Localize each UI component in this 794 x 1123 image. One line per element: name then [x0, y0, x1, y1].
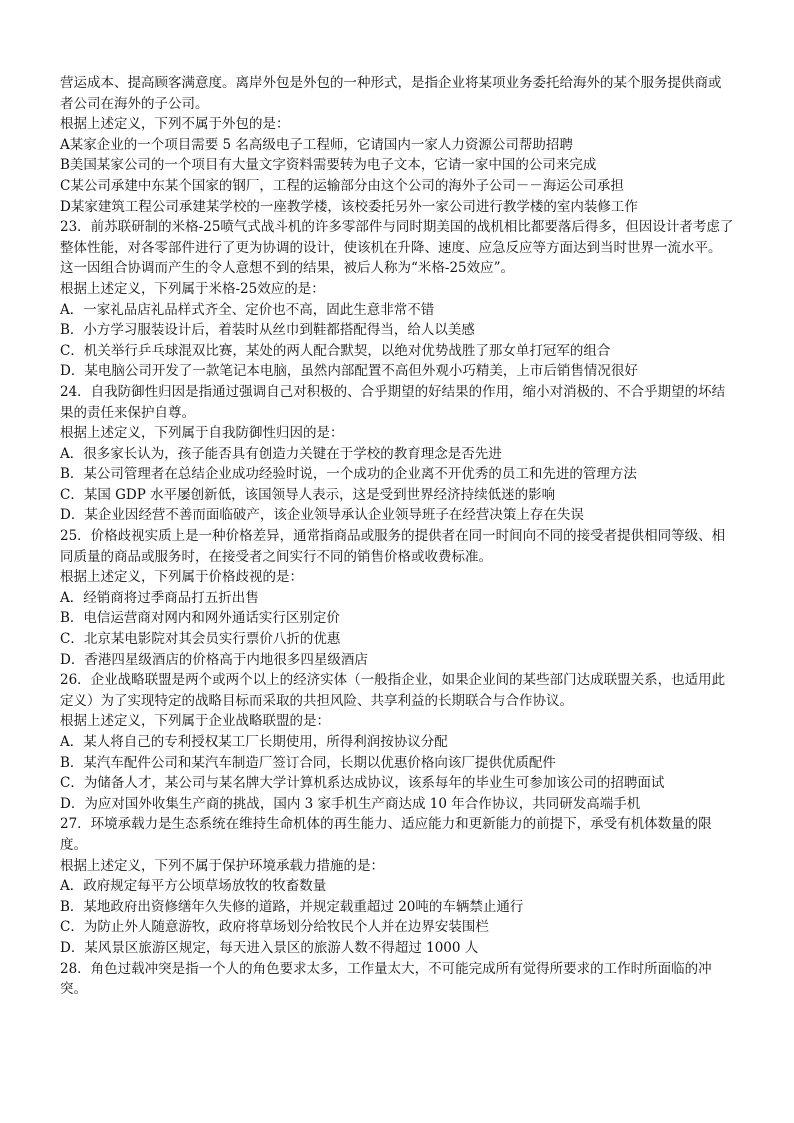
question-27-option-a: A．政府规定每平方公顷草场放牧的牧畜数量	[60, 878, 327, 895]
question-24-definition: 24．自我防御性归因是指通过强调自己对积极的、合乎期望的好结果的作用，缩小对消极的、不合乎期望的坏结果的责任来保护自尊。	[60, 383, 726, 421]
question-23-definition: 23．前苏联研制的米格-25喷气式战斗机的许多零部件与同时期美国的战机相比都要落后得多，但因设计者考虑了整体性能，对各零部件进行了更为协调的设计，使该机在升降、速度、应急反应等方面达到当时世界一流水平。这一因组合协调而产生的令人意想不到的结果，被后人称为“米格-25效应”。	[60, 219, 734, 277]
question-23-option-c: C．机关举行乒乓球混双比赛，某处的两人配合默契，以绝对优势战胜了那女单打冠军的组合	[60, 342, 611, 359]
question-27-definition: 27．环境承载力是生态系统在维持生命机体的再生能力、适应能力和更新能力的前提下，承受有机体数量的限度。	[60, 816, 712, 853]
question-28-definition: 28．角色过载冲突是指一个人的角色要求太多，工作量太大，不可能完成所有觉得所要求的工作时所面临的冲突。	[60, 960, 712, 998]
question-25-option-c: C．北京某电影院对其会员实行票价八折的优惠	[60, 631, 341, 648]
question-23-option-d: D．某电脑公司开发了一款笔记本电脑，虽然内部配置不高但外观小巧精美，上市后销售情况很好	[60, 363, 638, 380]
question-24-option-a: A．很多家长认为，孩子能否具有创造力关键在于学校的教育理念是否先进	[60, 445, 502, 462]
question-26-prompt: 根据上述定义，下列属于企业战略联盟的是：	[60, 713, 330, 730]
question-23-option-a: A．一家礼品店礼品样式齐全、定价也不高，固此生意非常不错	[60, 301, 435, 318]
question-23-prompt: 根据上述定义，下列属于米格-25效应的是：	[60, 280, 325, 297]
question-26-option-b: B．某汽车配件公司和某汽车制造厂签订合同，长期以优惠价格向该厂提供优质配件	[60, 754, 556, 771]
question-24-option-d: D．某企业因经营不善而面临破产，该企业领导承认企业领导班子在经营决策上存在失误	[60, 507, 584, 524]
question-24-prompt: 根据上述定义，下列属于自我防御性归因的是：	[60, 425, 344, 442]
question-27-prompt: 根据上述定义，下列不属于保护环境承载力措施的是：	[60, 857, 384, 874]
option-c: C某公司承建中东某个国家的钢厂，工程的运输部分由这个公司的海外子公司－－海运公司承担	[60, 177, 624, 194]
question-26-definition: 26．企业战略联盟是两个或两个以上的经济实体（一般指企业，如果企业间的某些部门达成联盟关系，也适用此定义）为了实现特定的战略目标而采取的共担风险、共享利益的长期联合与合作协议。	[60, 672, 726, 709]
question-24-option-c: C．某国 GDP 水平屡创新低，该国领导人表示，这是受到世界经济持续低迷的影响	[60, 486, 556, 503]
question-26-option-a: A．某人将自己的专利授权某工厂长期使用，所得利润按协议分配	[60, 734, 448, 750]
question-24-option-b: B．某公司管理者在总结企业成功经验时说，一个成功的企业离不开优秀的员工和先进的管理方法	[60, 466, 637, 483]
question-25-definition: 25．价格歧视实质上是一种价格差异，通常指商品或服务的提供者在同一时间向不同的接受者提供相同等级、相同质量的商品或服务时，在接受者之间实行不同的销售价格或收费标准。	[60, 528, 726, 565]
question-27-option-d: D．某风景区旅游区规定，每天进入景区的旅游人数不得超过 1000 人	[60, 939, 479, 956]
question-26-option-c: C．为储备人才，某公司与某名牌大学计算机系达成协议，该系每年的毕业生可参加该公司的招聘面试	[60, 775, 665, 792]
question-25-prompt: 根据上述定义，下列属于价格歧视的是：	[60, 569, 303, 586]
question-27-option-c: C．为防止外人随意游牧，政府将草场划分给牧民个人并在边界安装围栏	[60, 919, 489, 936]
question-23-option-b: B．小方学习服装设计后，着装时从丝巾到鞋都搭配得当，给人以美感	[60, 322, 475, 339]
question-25-option-d: D．香港四星级酒店的价格高于内地很多四星级酒店	[60, 651, 368, 668]
option-b: B美国某家公司的一个项目有大量文字资料需要转为电子文本，它请一家中国的公司来完成	[60, 157, 597, 174]
question-prompt: 根据上述定义，下列不属于外包的是：	[60, 116, 290, 133]
option-a: A某家企业的一个项目需要 5 名高级电子工程师，它请国内一家人力资源公司帮助招聘	[60, 136, 573, 153]
passage-continuation: 营运成本、提高顾客满意度。离岸外包是外包的一种形式，是指企业将某项业务委托给海外的某个服务提供商或者公司在海外的子公司。	[60, 75, 722, 112]
question-25-option-b: B．电信运营商对网内和网外通话实行区别定价	[60, 610, 340, 627]
question-25-option-a: A．经销商将过季商品打五折出售	[60, 589, 259, 606]
option-d: D某家建筑工程公司承建某学校的一座教学楼，该校委托另外一家公司进行教学楼的室内装修工作	[60, 198, 638, 215]
question-27-option-b: B．某地政府出资修缮年久失修的道路，并规定载重超过 20吨的车辆禁止通行	[60, 898, 524, 915]
question-26-option-d: D．为应对国外收集生产商的挑战，国内 3 家手机生产商达成 10 年合作协议，共同研发高端手机	[60, 795, 641, 812]
